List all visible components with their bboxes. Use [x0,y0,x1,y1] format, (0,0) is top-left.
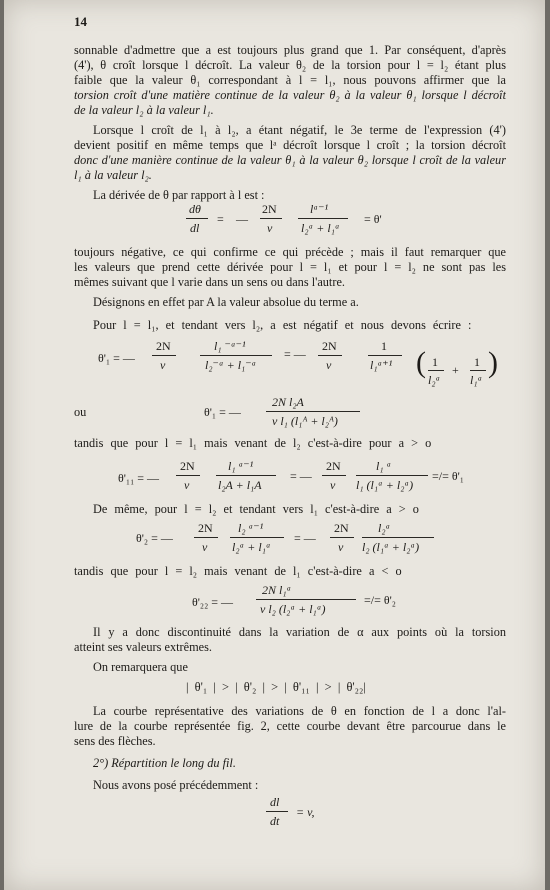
text-line: les valeurs que prend cette dérivée pour l = l₁ et pour l = l₂ ne sont pas les [74,260,506,274]
document-page: 14 sonnable d'admettre que a est toujours plus grand que 1. Par conséquent, d'après (4'), θ croît lorsque l décroît. La valeur θ₂ de la torsion pour l = l₂ étant plus faible que la valeur θ₁ correspondant à l = l₁, nous pouvons affirmer que la torsion croît d'une matière continue de la valeur θ₂ à la valeur θ₁ lorsque l décroît de la valeur l₂ à la valeur l₁. Lorsque l croît de l₁ à l₂, a étant négatif, le 3e terme de l'expression (4') devient positif en même temps que lᵃ décroît lorsque l croît ; la torsion décroît donc d'une manière continue de la valeur θ₁ à la valeur θ₂ lorsque l croît de la valeur l₁ à la valeur l₂. La dérivée de θ par rapport à l est : dθ dl = — 2N v lᵃ⁻¹ l₂ᵃ + l₁ᵃ = θ' toujours négative, ce qui confirme ce qui précède ; mais il faut remarquer que les valeurs que prend cette dérivée pour l = l₁ et pour l = l₂ ne sont pas les mêmes suivant que l varie dans un sens ou dans l'autre. Désignons en effet par A la valeur absolue du terme a. Pour l = l₁, et tendant vers l₂, a est négatif et nous devons écrire : θ'₁ = — 2N v l₁ ⁻ᵃ⁻¹ l₂⁻ᵃ + l₁⁻ᵃ = — 2N v 1 l₁ᵃ⁺¹ ( 1 l₂ᵃ + 1 l₁ᵃ ) ou θ'₁ = — 2N l₂A v l₁ (l₁ᴬ + l₂ᴬ) tandis que pour l = l₁ mais venant de l₂ c'est-à-dire pour a > o θ'₁₁ = — 2N v l₁ ᵃ⁻¹ l₂A + l₁A = — 2N v l₁ ᵃ l₁ (l₁ᵃ + l₂ᵃ) =/= θ'₁ De même, pour l = l₂ et tendant vers l₁ c'est-à-dire a > o θ'₂ = — 2N v l₂ ᵃ⁻¹ l₂ᵃ + l₁ᵃ = — 2N v l₂ᵃ l₂ (l₁ᵃ + l₂ᵃ) tandis que pour l = l₂ mais venant de l₁ c'est-à-dire a < o θ'₂₂ = — 2N l₁ᵃ v l₂ (l₂ᵃ + l₁ᵃ) =/= θ'₂ Il y a donc discontinuité dans la variation de α aux points où la torsion atteint ses valeurs extrêmes. On remarquera que | θ'₁ | > | θ'₂ | > | θ'₁₁ | > | θ'₂₂| La courbe représentative des variations de θ en fonction de l a donc l'al- lure de la courbe représentée fig. 2, cette courbe devant être parcourue dans le sens des flèches. 2°) Répartition le long du fil. Nous avons posé précédemment : dl dt = v, [4,0,545,890]
text-line: l₁ à la valeur l₂. [74,168,152,182]
text-line: sens des flèches. [74,734,156,748]
text-line: tandis que pour l = l₂ mais venant de l₁ c'est-à-dire a < o [74,564,402,578]
text-line: toujours négative, ce qui confirme ce qui précède ; mais il faut remarquer que [74,245,506,259]
text-line: atteint ses valeurs extrêmes. [74,640,212,654]
text-line: (4'), θ croît lorsque l décroît. La valeur θ₂ de la torsion pour l = l₂ étant plus [74,58,506,72]
text-line: lure de la courbe représentée fig. 2, cette courbe devant être parcourue dans le [74,719,506,733]
text-line: Désignons en effet par A la valeur absolue du terme a. [93,295,359,309]
text-line: faible que la valeur θ₁ correspondant à l = l₁, nous pouvons affirmer que la [74,73,506,87]
text-line: donc d'une manière continue de la valeur θ₁ à la valeur θ₂ lorsque l croît de la valeur [74,153,506,167]
text-line: Nous avons posé précédemment : [93,778,259,792]
text-line: torsion croît d'une matière continue de la valeur θ₂ à la valeur θ₁ lorsque l décroît [74,88,506,102]
text-line: tandis que pour l = l₁ mais venant de l₂ c'est-à-dire pour a > o [74,436,432,450]
text-line: devient positif en même temps que lᵃ décroît lorsque l croît ; la torsion décroît [74,138,506,152]
text-line: On remarquera que [93,660,188,674]
text-line: Lorsque l croît de l₁ à l₂, a étant négatif, le 3e terme de l'expression (4') [93,123,506,137]
text-line: Pour l = l₁, et tendant vers l₂, a est négatif et nous devons écrire : [93,318,472,332]
section-heading: 2°) Répartition le long du fil. [93,756,236,770]
inequality: | θ'₁ | > | θ'₂ | > | θ'₁₁ | > | θ'₂₂| [186,680,366,694]
page-number: 14 [74,14,87,29]
text-line: La courbe représentative des variations de θ en fonction de l a donc l'al- [93,704,506,718]
text-line: mêmes suivant que l varie dans un sens ou dans l'autre. [74,275,345,289]
text-line: Il y a donc discontinuité dans la variation de α aux points où la torsion [93,625,506,639]
text-line: ou [74,405,87,419]
text-line: De même, pour l = l₂ et tendant vers l₁ c'est-à-dire a > o [93,502,419,516]
text-line: La dérivée de θ par rapport à l est : [93,188,265,202]
text-line: sonnable d'admettre que a est toujours plus grand que 1. Par conséquent, d'après [74,43,506,57]
text-line: de la valeur l₂ à la valeur l₁. [74,103,214,117]
